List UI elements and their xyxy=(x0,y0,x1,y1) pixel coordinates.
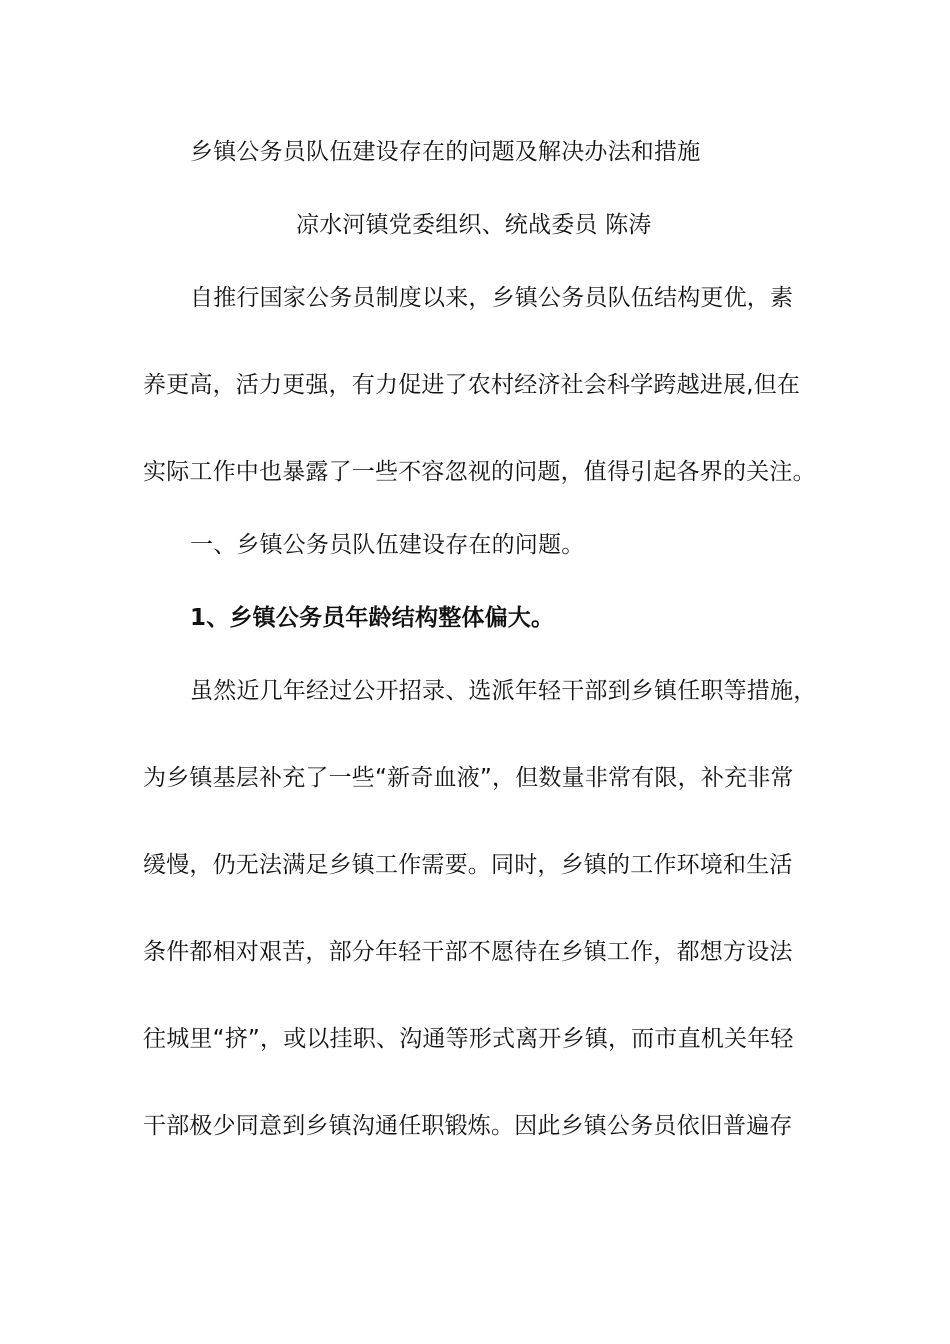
subsection-1-heading: 1、乡镇公务员年龄结构整体偏大。 xyxy=(190,605,555,631)
section-1-heading: 一、乡镇公务员队伍建设存在的问题。 xyxy=(190,532,585,558)
paragraph-1-line-3: 实际工作中也暴露了一些不容忽视的问题，值得引起各界的关注。 xyxy=(143,459,816,485)
paragraph-2-line-2: 为乡镇基层补充了一些“新奇血液”，但数量非常有限，补充非常 xyxy=(143,765,794,791)
paragraph-1-line-2: 养更高，活力更强，有力促进了农村经济社会科学跨越进展,但在 xyxy=(143,372,801,398)
paragraph-2-line-6: 干部极少同意到乡镇沟通任职锻炼。因此乡镇公务员依旧普遍存 xyxy=(143,1113,793,1139)
paragraph-1-line-1: 自推行国家公务员制度以来，乡镇公务员队伍结构更优，素 xyxy=(190,285,794,311)
paragraph-2-line-4: 条件都相对艰苦，部分年轻干部不愿待在乡镇工作，都想方设法 xyxy=(143,939,793,965)
paragraph-2-line-3: 缓慢，仍无法满足乡镇工作需要。同时，乡镇的工作环境和生活 xyxy=(143,852,793,878)
document-author: 凉水河镇党委组织、统战委员 陈涛 xyxy=(296,212,652,238)
paragraph-2-line-5: 往城里“挤”，或以挂职、沟通等形式离开乡镇，而市直机关年轻 xyxy=(143,1026,794,1052)
paragraph-2-line-1: 虽然近几年经过公开招录、选派年轻干部到乡镇任职等措施， xyxy=(190,678,817,704)
document-title: 乡镇公务员队伍建设存在的问题及解决办法和措施 xyxy=(190,139,701,165)
